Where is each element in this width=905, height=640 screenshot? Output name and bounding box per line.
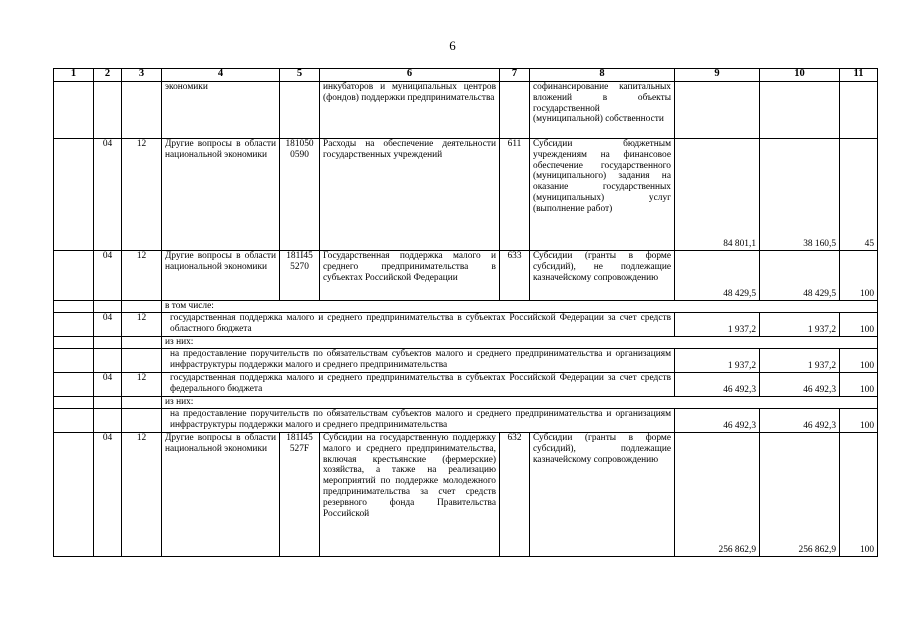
plan-value: 1 937,2 (675, 349, 760, 373)
section-code: 04 (94, 313, 122, 337)
expense-code: 633 (500, 251, 530, 301)
percent-value: 100 (840, 409, 878, 433)
column-header: 6 (320, 69, 500, 82)
section-code: 04 (94, 373, 122, 397)
expense-name: Государственная поддержка малого и среднего предпринимательства в субъектах Российской Федерации (320, 251, 500, 301)
column-header: 9 (675, 69, 760, 82)
actual-value: 38 160,5 (760, 139, 840, 251)
target-code: 181050 0590 (280, 139, 320, 251)
column-header: 1 (54, 69, 94, 82)
subitem-text: государственная поддержка малого и среднего предпринимательства в субъектах Российской Федерации за счет средств областного бюджета (162, 313, 675, 337)
plan-value: 1 937,2 (675, 313, 760, 337)
table-row (54, 337, 878, 349)
table-row (54, 349, 878, 373)
column-header: 5 (280, 69, 320, 82)
section-name: Другие вопросы в области национальной экономики (162, 139, 280, 251)
actual-value: 46 492,3 (760, 373, 840, 397)
column-header: 7 (500, 69, 530, 82)
in-total-label: в том числе: (162, 301, 878, 313)
actual-value: 1 937,2 (760, 349, 840, 373)
table-row (54, 409, 878, 433)
table-row (54, 301, 878, 313)
expense-type: Субсидии бюджетным учреждениям на финансовое обеспечение государственного (муниципального) задания на оказание государственных (муниципальных) услуг (выполнение работ) (530, 139, 675, 251)
plan-value: 48 429,5 (675, 251, 760, 301)
actual-value: 46 492,3 (760, 409, 840, 433)
subsection-code: 12 (122, 139, 162, 251)
column-header: 4 (162, 69, 280, 82)
subsection-code: 12 (122, 313, 162, 337)
percent-value: 100 (840, 251, 878, 301)
column-header: 8 (530, 69, 675, 82)
table-row (54, 373, 878, 397)
column-header: 2 (94, 69, 122, 82)
header-row (54, 69, 878, 82)
plan-value: 46 492,3 (675, 373, 760, 397)
actual-value: 48 429,5 (760, 251, 840, 301)
percent-value: 45 (840, 139, 878, 251)
section-code: 04 (94, 433, 122, 557)
actual-value: 1 937,2 (760, 313, 840, 337)
page-number: 6 (449, 38, 456, 53)
table-row (54, 433, 878, 557)
subsection-code: 12 (122, 373, 162, 397)
actual-value: 256 862,9 (760, 433, 840, 557)
section-name: Другие вопросы в области национальной экономики (162, 433, 280, 557)
target-code: 181I45 527F (280, 433, 320, 557)
expense-name: Субсидии на государственную поддержку малого и среднего предпринимательства, включая крестьянские (фермерские) хозяйства, а также на реализацию мероприятий по поддержке молодежного предпринимательства за счет средств резервного фонда Правительства Российской (320, 433, 500, 557)
of-them-label: из них: (162, 397, 878, 409)
expense-name: инкубаторов и муниципальных центров (фондов) поддержки предпринимательства (320, 82, 500, 139)
expense-type: Субсидии (гранты в форме субсидий), подлежащие казначейскому сопровождению (530, 433, 675, 557)
column-header: 11 (840, 69, 878, 82)
expense-code: 611 (500, 139, 530, 251)
plan-value: 256 862,9 (675, 433, 760, 557)
percent-value: 100 (840, 313, 878, 337)
section-code: 04 (94, 251, 122, 301)
section-name: Другие вопросы в области национальной экономики (162, 251, 280, 301)
table-row (54, 313, 878, 337)
percent-value: 100 (840, 433, 878, 557)
column-header: 10 (760, 69, 840, 82)
section-code: 04 (94, 139, 122, 251)
percent-value: 100 (840, 349, 878, 373)
section-name: экономики (162, 82, 280, 139)
percent-value: 100 (840, 373, 878, 397)
subsection-code: 12 (122, 251, 162, 301)
subsection-code: 12 (122, 433, 162, 557)
subitem-text: на предоставление поручительств по обязательствам субъектов малого и среднего предпринимательства и организациям инфраструктуры поддержки малого и среднего предпринимательства (162, 409, 675, 433)
table-row (54, 139, 878, 251)
expense-type: Субсидии (гранты в форме субсидий), не подлежащие казначейскому сопровождению (530, 251, 675, 301)
subitem-text: на предоставление поручительств по обязательствам субъектов малого и среднего предпринимательства и организациям инфраструктуры поддержки малого и среднего предпринимательства (162, 349, 675, 373)
table-row (54, 82, 878, 139)
of-them-label: из них: (162, 337, 878, 349)
expense-code: 632 (500, 433, 530, 557)
subitem-text: государственная поддержка малого и среднего предпринимательства в субъектах Российской Федерации за счет средств федерального бюджета (162, 373, 675, 397)
target-code: 181I45 5270 (280, 251, 320, 301)
budget-table (53, 68, 878, 557)
expense-type: софинансирование капитальных вложений в объекты государственной (муниципальной) собственности (530, 82, 675, 139)
plan-value: 84 801,1 (675, 139, 760, 251)
table-row (54, 251, 878, 301)
expense-name: Расходы на обеспечение деятельности государственных учреждений (320, 139, 500, 251)
column-header: 3 (122, 69, 162, 82)
plan-value: 46 492,3 (675, 409, 760, 433)
table-row (54, 397, 878, 409)
